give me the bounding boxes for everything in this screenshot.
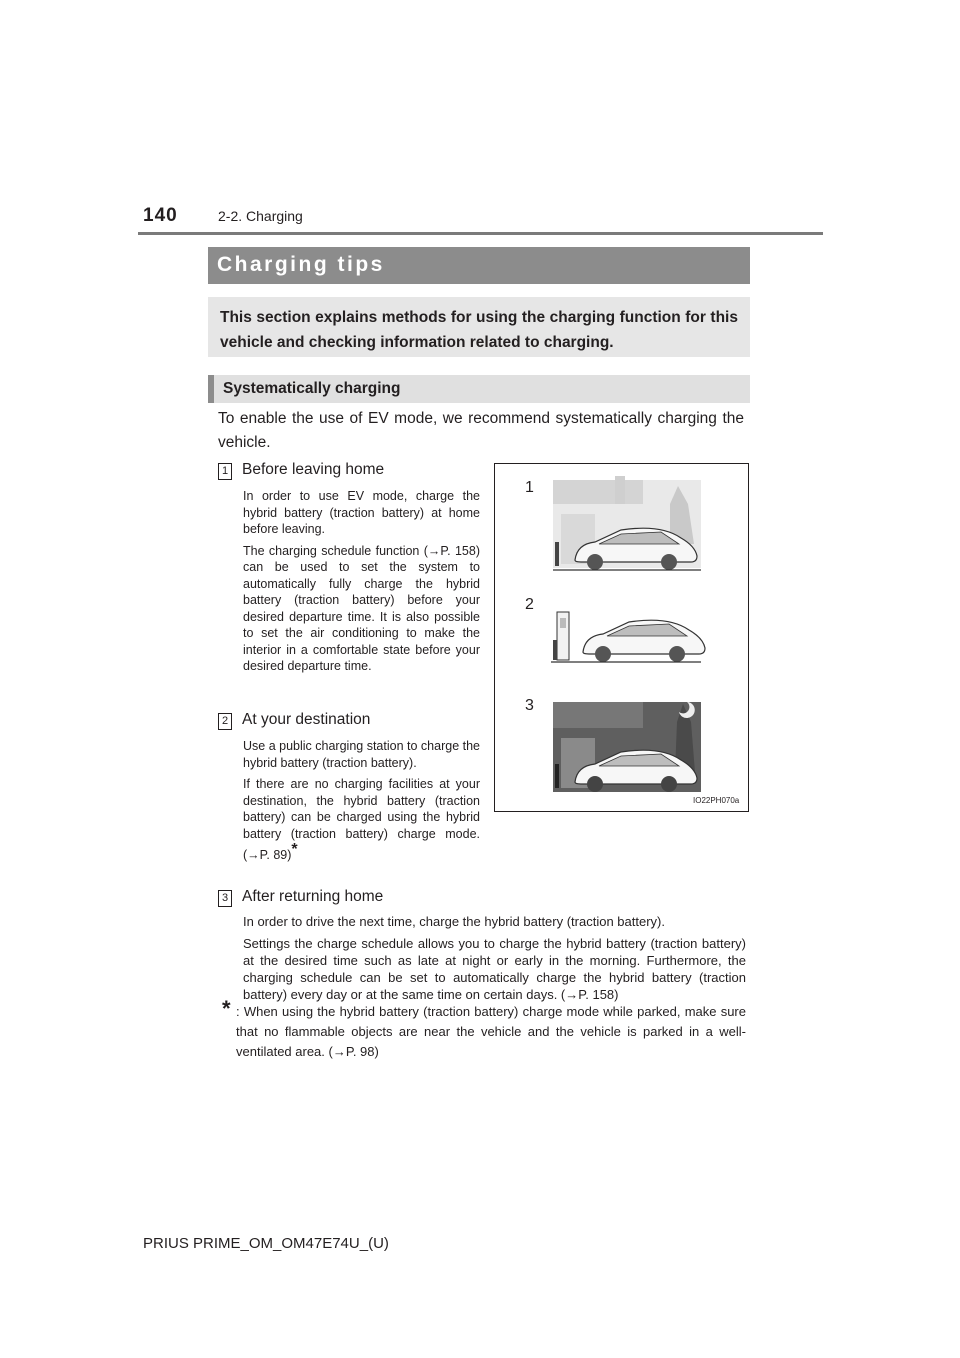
intro-text: This section explains methods for using the charging function for this vehicle and checking information related to charging.: [220, 309, 738, 351]
item-1-para-2: The charging schedule function (→P. 158) can be used to set the system to automatically fully charge the hybrid battery (traction battery) before your desired departure time. It is also possible to set the air conditioning to make the interior in a comfortable state before your desired departure time.: [243, 543, 480, 673]
footnote-ref: *: [291, 841, 298, 858]
charging-scenes-svg: [495, 464, 748, 811]
item-2-para-1: Use a public charging station to charge the hybrid battery (traction battery).: [243, 739, 480, 770]
scene-home-night: [553, 702, 701, 792]
item-1-para-1: In order to use EV mode, charge the hybrid battery (traction battery) at home before leaving.: [243, 489, 480, 536]
footer-model: PRIUS PRIME_OM_OM47E74U_(U): [143, 1235, 389, 1252]
item-body-2: [243, 738, 480, 864]
footnote-text: : When using the hybrid battery (traction battery) charge mode while parked, make sure that no flammable objects are near the vehicle and the vehicle is parked in a well-ventilated area. (→P. 98): [236, 1004, 746, 1059]
subsection-marker: [208, 375, 214, 403]
item-2-para-2-text: If there are no charging facilities at your destination, the hybrid battery (traction battery) can be charged using the hybrid battery (traction battery) charge mode. (→P. 89): [243, 777, 480, 863]
figure-id: IO22PH070a: [693, 796, 740, 805]
item-heading-1: Before leaving home: [242, 461, 385, 478]
lead-paragraph: To enable the use of EV mode, we recommend systematically charging the vehicle.: [218, 410, 744, 451]
callout-2: 2: [525, 596, 534, 613]
page-title: Charging tips: [217, 253, 385, 276]
charging-illustration: [494, 463, 749, 812]
intro-box: [208, 297, 750, 357]
item-number-2: 2: [218, 713, 232, 730]
item-3-para-1: In order to drive the next time, charge the hybrid battery (traction battery).: [243, 914, 665, 929]
item-body-3: [243, 913, 746, 1008]
subsection-title: Systematically charging: [223, 380, 401, 397]
item-heading-2: At your destination: [242, 711, 371, 728]
section-label: 2-2. Charging: [218, 208, 303, 224]
item-number-1: 1: [218, 463, 232, 480]
callout-3: 3: [525, 697, 534, 714]
footnote-mark: *: [222, 996, 231, 1021]
header-rule: [138, 232, 823, 235]
item-2-para-2: [243, 776, 480, 864]
callout-1: 1: [525, 479, 534, 496]
page-number: 140: [143, 205, 178, 226]
scene-charging-station: [551, 612, 705, 662]
subsection-bar: [208, 375, 750, 403]
item-heading-3: After returning home: [242, 888, 384, 905]
item-number-3: 3: [218, 890, 232, 907]
scene-home-morning: [553, 476, 701, 570]
item-3-para-2: Settings the charge schedule allows you to charge the hybrid battery (traction battery) at the desired time such as late at night or early in the morning. Furthermore, the charging schedule can be set to automatically charge the hybrid battery (traction battery) every day or at the same time on certain days. (→P. 158): [243, 936, 746, 1002]
title-bar: [208, 247, 750, 284]
item-body-1: [243, 488, 480, 680]
